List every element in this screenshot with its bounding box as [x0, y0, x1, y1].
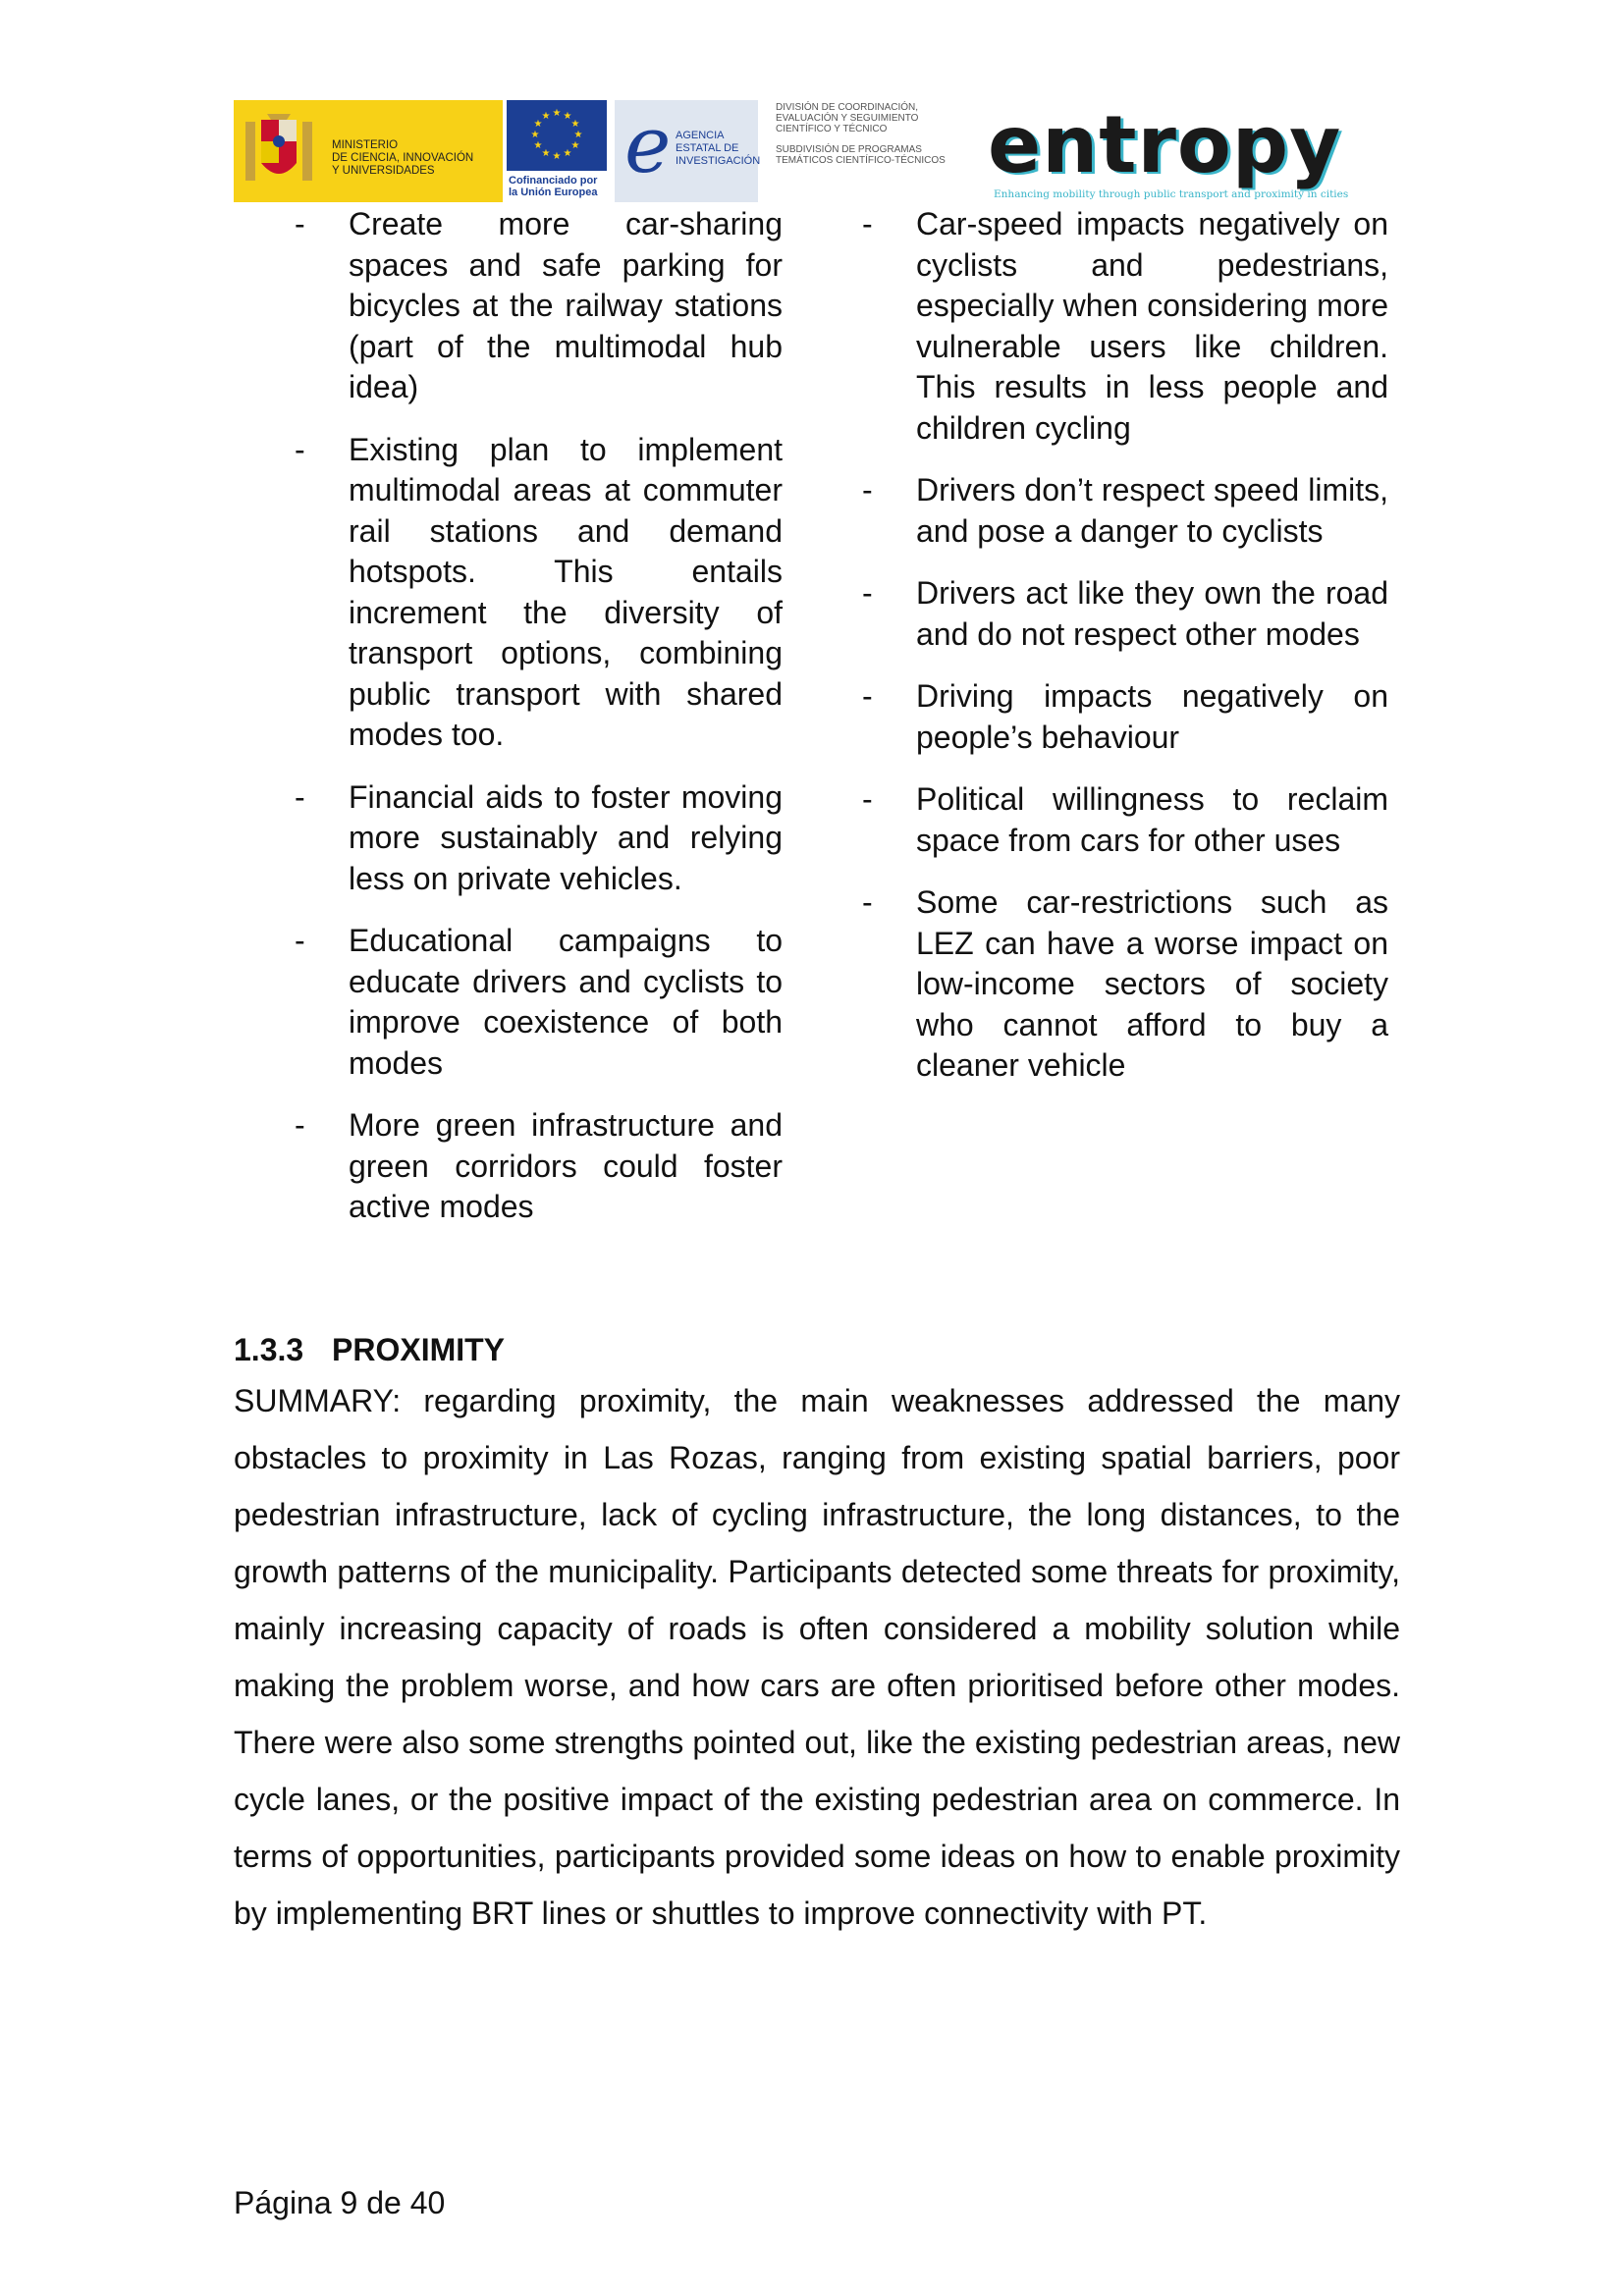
ministry-logo — [234, 100, 503, 202]
svg-text:★: ★ — [533, 140, 543, 151]
entropy-logo — [988, 99, 1353, 202]
bullet-dash: - — [862, 206, 873, 241]
aei-logo — [615, 99, 761, 202]
svg-text:★: ★ — [563, 111, 572, 122]
section-number: 1.3.3 — [234, 1332, 304, 1367]
svg-text:★: ★ — [573, 130, 583, 140]
bullet-dash: - — [862, 575, 873, 611]
list-item: - Political willingness to reclaim space from cars for other uses — [862, 781, 1388, 858]
eu-text: Cofinanciado por la Unión Europea — [509, 175, 598, 198]
list-item: - Drivers don’t respect speed limits, and pose a danger to cyclists — [862, 472, 1388, 549]
list-item: - Create more car-sharing spaces and safe parking for bicycles at the railway stations (part of the multimodal hub idea) — [295, 206, 783, 404]
svg-text:★: ★ — [541, 111, 551, 122]
svg-text:★: ★ — [570, 140, 580, 151]
page-header — [234, 100, 1353, 202]
bullet-dash: - — [295, 206, 305, 241]
division-text: DIVISIÓN DE COORDINACIÓN, EVALUACIÓN Y SEGUIMIENTO CIENTÍFICO Y TÉCNICO SUBDIVISIÓN DE PROGRAMAS TEMÁTICOS CIENTÍFICO-TÉCNICOS — [776, 102, 946, 166]
list-item: - Existing plan to implement multimodal areas at commuter rail stations and demand hotspots. This entails increment the diversity of transport options, combining public transport with shared modes too. — [295, 431, 783, 752]
list-item: - Educational campaigns to educate drivers and cyclists to improve coexistence of both modes — [295, 923, 783, 1081]
list-item: - Car-speed impacts negatively on cyclists and pedestrians, especially when considering more vulnerable users like children. This results in less people and children cycling — [862, 206, 1388, 446]
bullet-dash: - — [862, 884, 873, 920]
list-item: - Financial aids to foster moving more sustainably and relying less on private vehicles. — [295, 778, 783, 896]
svg-text:★: ★ — [552, 151, 562, 162]
list-item: - Drivers act like they own the road and do not respect other modes — [862, 575, 1388, 652]
svg-text:★: ★ — [533, 119, 543, 130]
list-item: - Some car-restrictions such as LEZ can have a worse impact on low-income sectors of society who cannot afford to buy a cleaner vehicle — [862, 884, 1388, 1083]
svg-text:★: ★ — [530, 130, 540, 140]
svg-text:★: ★ — [563, 148, 572, 159]
ministry-text: MINISTERIO DE CIENCIA, INNOVACIÓN Y UNIVERSIDADES — [332, 139, 474, 177]
entropy-tagline: Enhancing mobility through public transport and proximity in cities — [994, 188, 1349, 200]
aei-e-icon: e — [624, 99, 672, 190]
aei-text: AGENCIA ESTATAL DE INVESTIGACIÓN — [676, 130, 761, 167]
bullet-dash: - — [295, 1107, 305, 1143]
bullet-dash: - — [862, 678, 873, 714]
bullet-dash: - — [295, 923, 305, 958]
svg-text:★: ★ — [570, 119, 580, 130]
section-title: PROXIMITY — [332, 1332, 506, 1367]
list-item: - Driving impacts negatively on people’s behaviour — [862, 678, 1388, 755]
svg-text:★: ★ — [541, 148, 551, 159]
list-item: - More green infrastructure and green corridors could foster active modes — [295, 1107, 783, 1224]
bullet-dash: - — [295, 778, 305, 815]
bullet-dash: - — [862, 781, 873, 817]
eu-logo — [507, 100, 607, 202]
eu-flag-icon — [507, 100, 607, 171]
page-number: Página 9 de 40 — [234, 2185, 446, 2220]
section-heading — [234, 1328, 505, 1371]
right-column-list — [862, 204, 1388, 1108]
bullet-dash: - — [862, 472, 873, 507]
left-column-list — [295, 204, 783, 1250]
summary-paragraph: SUMMARY: regarding proximity, the main weaknesses addressed the many obstacles to proximity in Las Rozas, ranging from existing spatial barriers, poor pedestrian infrastructure, lack of cycling infrastructure, the long distances, to the growth patterns of the municipality. Participants detected some threats for proximity, mainly increasing capacity of roads is often considered a mobility solution while making the problem worse, and how cars are often prioritised before other modes. There were also some strengths pointed out, like the existing pedestrian areas, new cycle lanes, or the positive impact of the existing pedestrian area on commerce. In terms of opportunities, participants provided some ideas on how to enable proximity by implementing BRT lines or shuttles to improve connectivity with PT. — [234, 1383, 1400, 1931]
svg-text:★: ★ — [552, 108, 562, 119]
entropy-wordmark: entropy — [988, 99, 1342, 190]
spain-coat-of-arms-icon — [244, 112, 314, 190]
bullet-dash: - — [295, 431, 305, 467]
